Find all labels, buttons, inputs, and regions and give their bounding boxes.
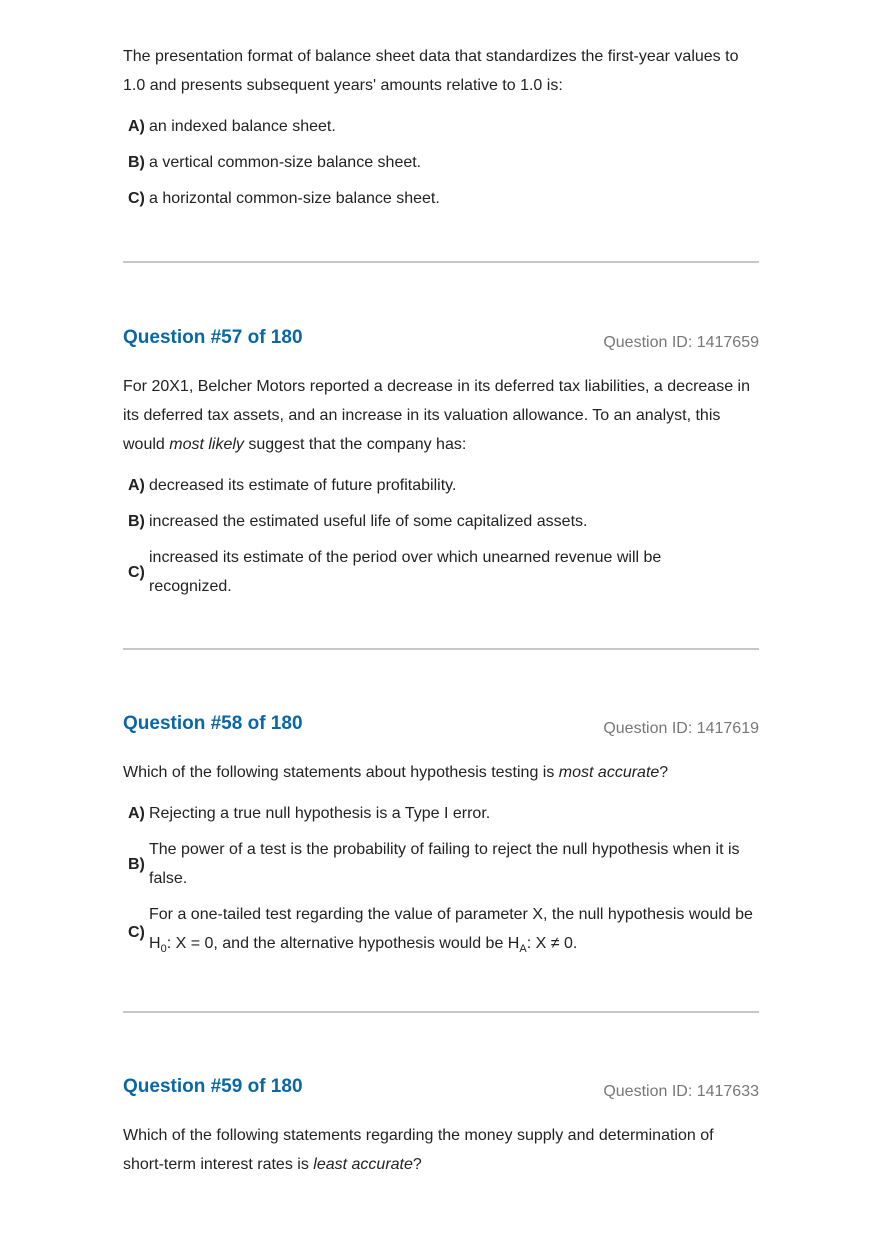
question-header bbox=[123, 1076, 759, 1098]
option-text: an indexed balance sheet. bbox=[149, 118, 336, 135]
question-stem bbox=[123, 372, 759, 459]
answer-option-b[interactable] bbox=[123, 835, 759, 893]
question-title: Question #59 of 180 bbox=[123, 1076, 303, 1097]
stem-text: ? bbox=[412, 1156, 422, 1173]
option-text-part: : X = 0, and the alternative hypothesis would be H bbox=[166, 935, 520, 952]
question-stem bbox=[123, 1121, 759, 1179]
question-56 bbox=[123, 42, 759, 220]
answer-option-c[interactable] bbox=[123, 184, 759, 213]
answer-option-b[interactable] bbox=[123, 507, 759, 536]
question-title: Question #57 of 180 bbox=[123, 327, 303, 348]
option-text-part: : X ≠ 0. bbox=[526, 935, 578, 952]
option-text: Rejecting a true null hypothesis is a Type I error. bbox=[149, 805, 491, 822]
option-label: B) bbox=[128, 855, 145, 873]
question-59 bbox=[123, 1121, 759, 1179]
answer-option-a[interactable] bbox=[123, 799, 759, 828]
stem-text: suggest that the company has: bbox=[243, 436, 467, 453]
stem-emphasis: most likely bbox=[169, 436, 244, 453]
question-header bbox=[123, 327, 759, 349]
option-label: A) bbox=[128, 477, 145, 494]
question-58 bbox=[123, 758, 759, 971]
stem-emphasis: least accurate bbox=[313, 1156, 413, 1173]
answer-option-a[interactable] bbox=[123, 471, 759, 500]
question-id: Question ID: 1417633 bbox=[603, 1083, 759, 1100]
stem-text: Which of the following statements regarding the money supply and determination of short-term interest rates is bbox=[123, 1127, 714, 1173]
option-text: a horizontal common-size balance sheet. bbox=[149, 190, 440, 207]
subscript: A bbox=[519, 943, 527, 956]
option-label: B) bbox=[128, 513, 145, 530]
question-title: Question #58 of 180 bbox=[123, 713, 303, 734]
option-text bbox=[149, 900, 759, 964]
option-label: A) bbox=[128, 805, 145, 822]
option-text-part: For a one-tailed test regarding the value of parameter X, the null hypothesis would be H bbox=[149, 906, 753, 952]
option-label: C) bbox=[128, 190, 145, 207]
option-label: C) bbox=[128, 563, 145, 581]
question-57 bbox=[123, 372, 759, 608]
answer-option-c[interactable] bbox=[123, 900, 759, 964]
answer-option-b[interactable] bbox=[123, 148, 759, 177]
answer-option-c[interactable] bbox=[123, 543, 759, 601]
stem-text: For 20X1, Belcher Motors reported a decrease in its deferred tax liabilities, a decrease in its deferred tax assets, and an increase in its valuation allowance. To an analyst, this would bbox=[123, 378, 750, 453]
answer-option-a[interactable] bbox=[123, 112, 759, 141]
option-text: increased its estimate of the period over which unearned revenue will be recognized. bbox=[149, 549, 662, 595]
divider bbox=[123, 261, 759, 263]
option-text: a vertical common-size balance sheet. bbox=[149, 154, 422, 171]
subscript: 0 bbox=[160, 943, 167, 956]
stem-text: ? bbox=[659, 764, 669, 781]
option-text: increased the estimated useful life of some capitalized assets. bbox=[149, 513, 588, 530]
divider bbox=[123, 1011, 759, 1013]
stem-text: Which of the following statements about hypothesis testing is bbox=[123, 764, 559, 781]
option-label: A) bbox=[128, 118, 145, 135]
stem-emphasis: most accurate bbox=[558, 764, 660, 781]
divider bbox=[123, 648, 759, 650]
question-stem bbox=[123, 758, 759, 787]
option-text: The power of a test is the probability of failing to reject the null hypothesis when it is false. bbox=[149, 841, 740, 887]
question-id: Question ID: 1417659 bbox=[603, 334, 759, 351]
question-id: Question ID: 1417619 bbox=[603, 720, 759, 737]
option-label: C) bbox=[128, 923, 145, 941]
option-label: B) bbox=[128, 154, 145, 171]
option-text: decreased its estimate of future profitability. bbox=[149, 477, 457, 494]
question-stem: The presentation format of balance sheet data that standardizes the first-year values to 1.0 and presents subsequent years' amounts relative to 1.0 is: bbox=[123, 48, 739, 94]
question-header bbox=[123, 713, 759, 735]
